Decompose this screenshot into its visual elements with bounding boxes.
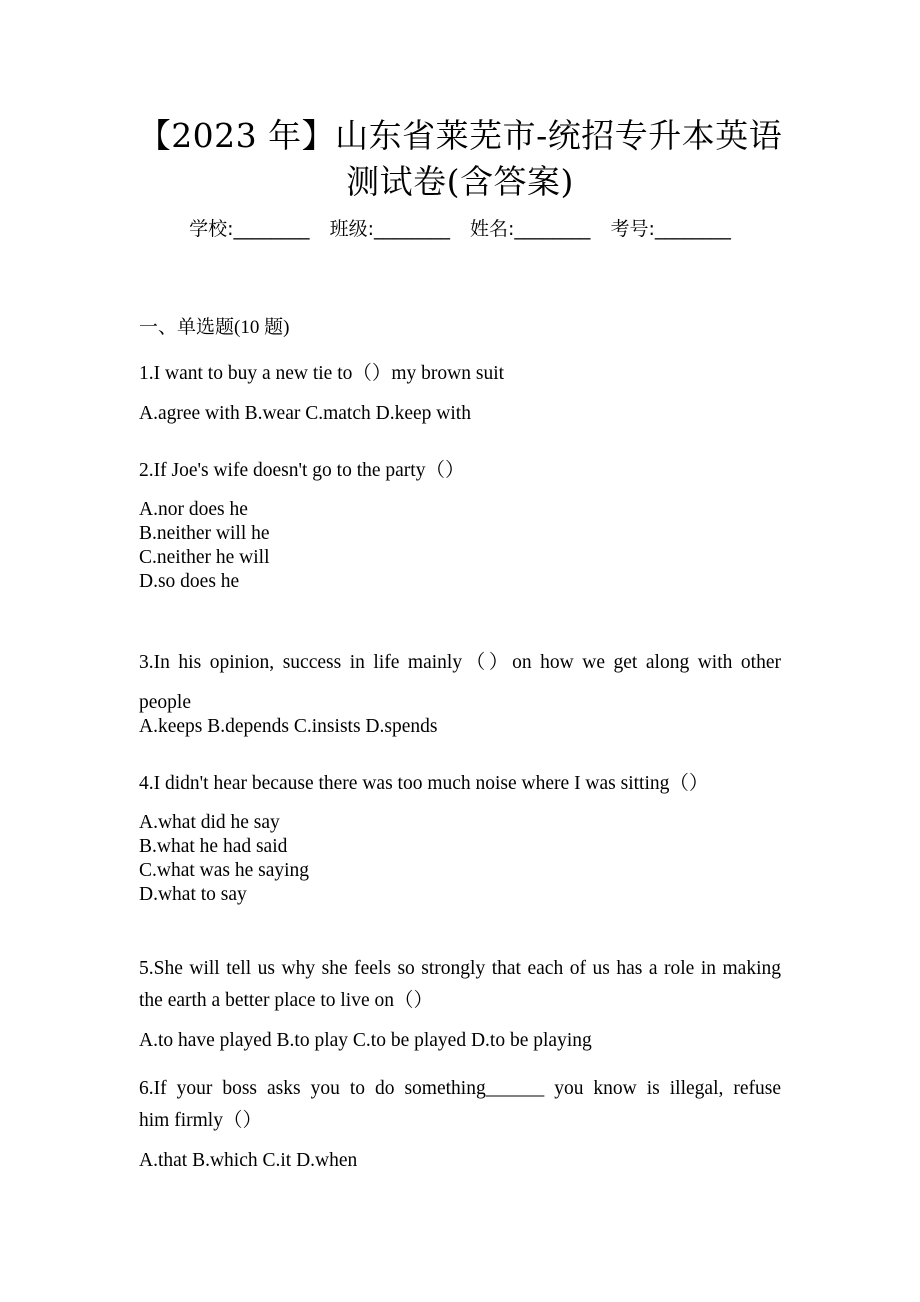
question-2-stem: 2.If Joe's wife doesn't go to the party（） [139, 460, 465, 481]
question-2-option-d: D.so does he [139, 571, 240, 592]
question-4-option-c: C.what was he saying [139, 860, 310, 881]
question-6-stem-line-2: him firmly（） [139, 1110, 262, 1131]
question-4-option-d: D.what to say [139, 884, 247, 905]
question-5-options: A.to have played B.to play C.to be played D.to be playing [139, 1030, 592, 1051]
question-3-stem-line-1: 3.In his opinion, success in life mainly（）on how we get along with other [139, 652, 781, 673]
question-6-options: A.that B.which C.it D.when [139, 1150, 358, 1171]
question-4-option-b: B.what he had said [139, 836, 288, 857]
question-4-option-a: A.what did he say [139, 812, 280, 833]
exam-number-field: 考号:________ [610, 218, 731, 240]
question-5-stem-line-1: 5.She will tell us why she feels so strongly that each of us has a role in making [139, 958, 781, 979]
question-1-options: A.agree with B.wear C.match D.keep with [139, 403, 471, 424]
question-6-stem-line-1: 6.If your boss asks you to do something______ you know is illegal, refuse [139, 1078, 781, 1099]
name-field: 姓名:________ [470, 218, 591, 240]
school-field: 学校:________ [189, 218, 310, 240]
question-2-option-a: A.nor does he [139, 499, 248, 520]
exam-title-line-1: 【2023 年】山东省莱芜市-统招专升本英语 [137, 116, 783, 155]
question-1-stem: 1.I want to buy a new tie to（）my brown suit [139, 363, 505, 384]
question-3-stem-line-2: people [139, 692, 191, 713]
exam-title-line-2: 测试卷(含答案) [346, 162, 574, 201]
question-2-option-b: B.neither will he [139, 523, 270, 544]
class-field: 班级:________ [329, 218, 450, 240]
question-5-stem-line-2: the earth a better place to live on（） [139, 990, 434, 1011]
section-heading: 一、单选题(10 题) [139, 317, 290, 338]
question-2-option-c: C.neither he will [139, 547, 270, 568]
student-info-line [0, 215, 920, 243]
question-3-options: A.keeps B.depends C.insists D.spends [139, 716, 438, 737]
question-4-stem: 4.I didn't hear because there was too much noise where I was sitting（） [139, 773, 709, 794]
